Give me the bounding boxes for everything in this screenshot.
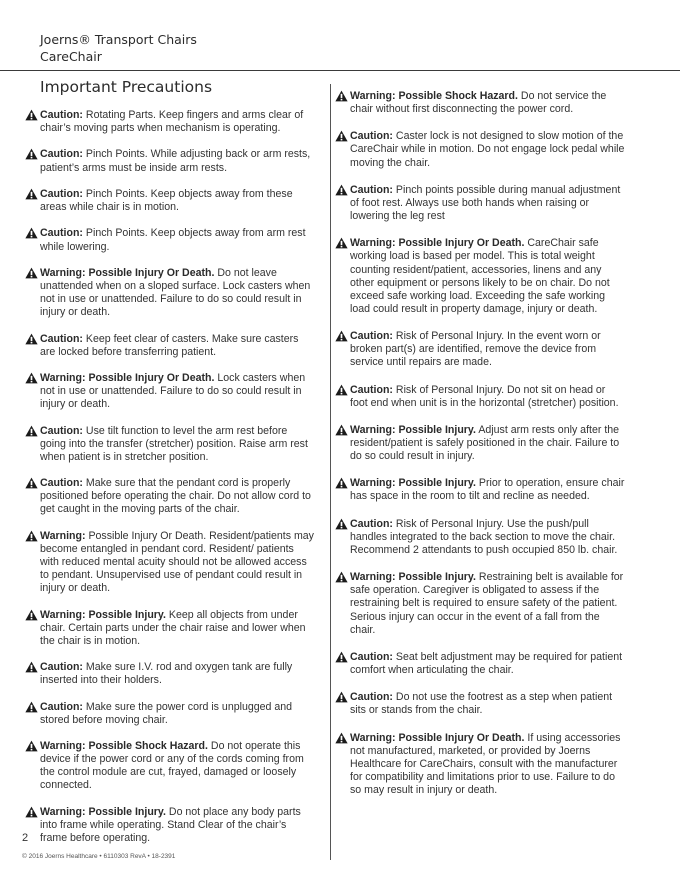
precaution-label: Caution: bbox=[350, 650, 393, 663]
precaution-label: Caution: bbox=[350, 383, 393, 396]
warning-triangle-icon bbox=[335, 424, 348, 436]
warning-triangle-icon bbox=[335, 651, 348, 663]
precaution-item bbox=[25, 148, 315, 174]
precaution-item bbox=[25, 425, 315, 464]
precaution-label: Caution: bbox=[350, 691, 393, 704]
precaution-label: Warning: Possible Injury. bbox=[350, 477, 476, 490]
precaution-item bbox=[25, 372, 315, 411]
header-product: CareChair bbox=[40, 49, 102, 64]
precaution-item bbox=[335, 571, 625, 636]
precaution-item bbox=[25, 701, 315, 727]
precaution-text: Do not place any body parts into frame while operating. Stand Clear of the chair’s frame before operating. bbox=[40, 805, 301, 844]
precaution-label: Caution: bbox=[40, 227, 83, 240]
precaution-item bbox=[25, 227, 315, 253]
precaution-item bbox=[335, 384, 625, 410]
precaution-label: Caution: bbox=[40, 332, 83, 345]
precaution-label: Caution: bbox=[40, 477, 83, 490]
precaution-item bbox=[335, 237, 625, 316]
warning-triangle-icon bbox=[335, 90, 348, 102]
precaution-text: Pinch Points. While adjusting back or arm rests, patient’s arms must be inside arm rests. bbox=[40, 148, 311, 174]
precaution-label: Caution: bbox=[40, 700, 83, 713]
left-column bbox=[25, 109, 315, 858]
precaution-label: Warning: Possible Injury. bbox=[350, 571, 476, 584]
precaution-label: Caution: bbox=[40, 661, 83, 674]
warning-triangle-icon bbox=[335, 184, 348, 196]
precaution-item bbox=[335, 130, 625, 169]
precaution-text: Possible Injury Or Death. Resident/patients may become entangled in pendant cord. Resident/ patients with reduced mental acuity should not be allowed access to pendant. Unsupervised use of pendant could result in injury or death. bbox=[40, 529, 314, 595]
precaution-label: Caution: bbox=[40, 187, 83, 200]
precaution-item bbox=[25, 333, 315, 359]
precaution-item bbox=[25, 530, 315, 595]
precaution-label: Warning: Possible Injury Or Death. bbox=[350, 237, 525, 250]
precaution-text: Risk of Personal Injury. In the event worn or broken part(s) are identified, remove the device from service until repairs are made. bbox=[350, 330, 601, 369]
precaution-label: Warning: Possible Injury Or Death. bbox=[40, 266, 215, 279]
precaution-item bbox=[335, 184, 625, 223]
precaution-label: Caution: bbox=[40, 148, 83, 161]
precaution-text: Use tilt function to level the arm rest before going into the transfer (stretcher) position. Raise arm rest when patient is in stretcher position. bbox=[40, 424, 308, 463]
precaution-label: Warning: Possible Injury. bbox=[40, 608, 166, 621]
header-brand: Joerns® Transport Chairs bbox=[40, 32, 197, 47]
precaution-text: Make sure that the pendant cord is properly positioned before operating the chair. Do not allow cord to get caught in the moving parts of the chair. bbox=[40, 477, 311, 516]
precaution-text: Keep all objects from under chair. Certain parts under the chair raise and lower when the chair is in motion. bbox=[40, 608, 306, 647]
warning-triangle-icon bbox=[335, 732, 348, 744]
precaution-item bbox=[25, 661, 315, 687]
warning-triangle-icon bbox=[335, 571, 348, 583]
precaution-item bbox=[25, 477, 315, 516]
precaution-label: Caution: bbox=[350, 330, 393, 343]
precaution-item bbox=[25, 609, 315, 648]
precaution-label: Caution: bbox=[350, 517, 393, 530]
warning-triangle-icon bbox=[335, 237, 348, 249]
precaution-text: Adjust arm rests only after the resident/patient is safely positioned in the chair. Failure to do so could result in injury. bbox=[350, 423, 620, 463]
warning-triangle-icon bbox=[25, 333, 38, 345]
precaution-text: If using accessories not manufactured, marketed, or provided by Joerns Healthcare for CareChairs, consult with the manufacturer for compatibility and limitations prior to use. Failure to do so may result in injury or death. bbox=[350, 731, 621, 796]
warning-triangle-icon bbox=[25, 227, 38, 239]
document-header bbox=[40, 31, 640, 65]
precaution-text: Lock casters when not in use or unattended. Failure to do so could result in injury or death. bbox=[40, 372, 306, 411]
section-title: Important Precautions bbox=[40, 78, 213, 96]
precaution-text: Pinch points possible during manual adjustment of foot rest. Always use both hands when raising or lowering the leg rest bbox=[350, 183, 621, 223]
precaution-item bbox=[335, 651, 625, 677]
precaution-text: Rotating Parts. Keep fingers and arms clear of chair’s moving parts when mechanism is operating. bbox=[40, 109, 304, 135]
precaution-text: Prior to operation, ensure chair has space in the room to tilt and recline as needed. bbox=[350, 477, 625, 503]
precaution-text: Pinch Points. Keep objects away from arm rest while lowering. bbox=[40, 227, 306, 253]
precaution-item bbox=[25, 740, 315, 792]
warning-triangle-icon bbox=[25, 148, 38, 160]
precaution-label: Warning: Possible Injury. bbox=[40, 805, 166, 818]
precaution-text: Make sure I.V. rod and oxygen tank are fully inserted into their holders. bbox=[40, 661, 293, 687]
warning-triangle-icon bbox=[25, 188, 38, 200]
precaution-text: Pinch Points. Keep objects away from these areas while chair is in motion. bbox=[40, 187, 293, 214]
precaution-item bbox=[335, 732, 625, 797]
precaution-text: Caster lock is not designed to slow motion of the CareChair while in motion. Do not engage lock pedal while moving the chair. bbox=[350, 130, 625, 169]
right-column bbox=[335, 90, 625, 811]
warning-triangle-icon bbox=[25, 372, 38, 384]
warning-triangle-icon bbox=[25, 530, 38, 542]
warning-triangle-icon bbox=[25, 661, 38, 673]
header-rule bbox=[0, 70, 680, 71]
precaution-text: Risk of Personal Injury. Do not sit on head or foot end when unit is in the horizontal (stretcher) position. bbox=[350, 383, 619, 409]
precaution-text: Do not service the chair without first disconnecting the power cord. bbox=[350, 90, 607, 116]
column-divider bbox=[330, 84, 331, 860]
precaution-text: Risk of Personal Injury. Use the push/pull handles integrated to the back section to move the chair. Recommend 2 attendants to push occupied 850 lb. chair. bbox=[350, 517, 618, 556]
precaution-text: Keep feet clear of casters. Make sure casters are locked before transferring patient. bbox=[40, 332, 299, 358]
warning-triangle-icon bbox=[25, 740, 38, 752]
precaution-label: Caution: bbox=[350, 130, 393, 143]
precaution-text: Restraining belt is available for safe operation. Caregiver is obligated to assess if the restraining belt is required to ensure safety of the patient. Serious injury can occur in the event of a fall from the chair. bbox=[350, 571, 624, 636]
precaution-item bbox=[335, 330, 625, 369]
warning-triangle-icon bbox=[335, 691, 348, 703]
precaution-item bbox=[335, 691, 625, 717]
warning-triangle-icon bbox=[25, 609, 38, 621]
precaution-item bbox=[25, 267, 315, 319]
precaution-text: Make sure the power cord is unplugged and stored before moving chair. bbox=[40, 700, 293, 726]
precaution-item bbox=[335, 90, 625, 116]
precaution-item bbox=[25, 188, 315, 214]
page-number: 2 bbox=[22, 832, 29, 844]
precaution-label: Warning: Possible Shock Hazard. bbox=[40, 740, 208, 753]
precaution-item bbox=[335, 477, 625, 503]
warning-triangle-icon bbox=[335, 130, 348, 142]
warning-triangle-icon bbox=[25, 701, 38, 713]
warning-triangle-icon bbox=[335, 518, 348, 530]
precaution-text: Seat belt adjustment may be required for patient comfort when articulating the chair. bbox=[350, 650, 623, 676]
precaution-label: Caution: bbox=[40, 109, 83, 121]
precaution-label: Caution: bbox=[40, 424, 83, 437]
precaution-item bbox=[25, 109, 315, 135]
footer-note: © 2016 Joerns Healthcare • 6110303 RevA • 18-2391 bbox=[22, 853, 176, 860]
warning-triangle-icon bbox=[25, 806, 38, 818]
precaution-item bbox=[25, 806, 315, 845]
precaution-label: Warning: Possible Injury Or Death. bbox=[350, 731, 525, 744]
precaution-item bbox=[335, 518, 625, 557]
precaution-label: Warning: Possible Injury Or Death. bbox=[40, 372, 215, 385]
precaution-item bbox=[335, 424, 625, 463]
precaution-label: Caution: bbox=[350, 183, 393, 196]
warning-triangle-icon bbox=[25, 477, 38, 489]
precaution-text: Do not operate this device if the power cord or any of the cords coming from the control module are cut, frayed, damaged or loosely connected. bbox=[40, 740, 304, 792]
precaution-label: Warning: bbox=[40, 529, 86, 542]
warning-triangle-icon bbox=[25, 267, 38, 279]
warning-triangle-icon bbox=[335, 384, 348, 396]
precaution-text: CareChair safe working load is based per model. This is total weight counting resident/patient, accessories, linens and any other equipment or persons likely to be on chair. Do not exceed safe working load. Exceeding the safe working load could result in property damage, injury or death. bbox=[350, 237, 610, 315]
warning-triangle-icon bbox=[335, 330, 348, 342]
precaution-text: Do not leave unattended when on a sloped surface. Lock casters when not in use or unattended. Failure to do so could result in injury or death. bbox=[40, 266, 311, 319]
precaution-label: Warning: Possible Injury. bbox=[350, 423, 476, 436]
warning-triangle-icon bbox=[25, 425, 38, 437]
warning-triangle-icon bbox=[335, 477, 348, 489]
precaution-text: Do not use the footrest as a step when patient sits or stands from the chair. bbox=[350, 691, 613, 717]
warning-triangle-icon bbox=[25, 109, 38, 121]
precaution-label: Warning: Possible Shock Hazard. bbox=[350, 90, 518, 102]
